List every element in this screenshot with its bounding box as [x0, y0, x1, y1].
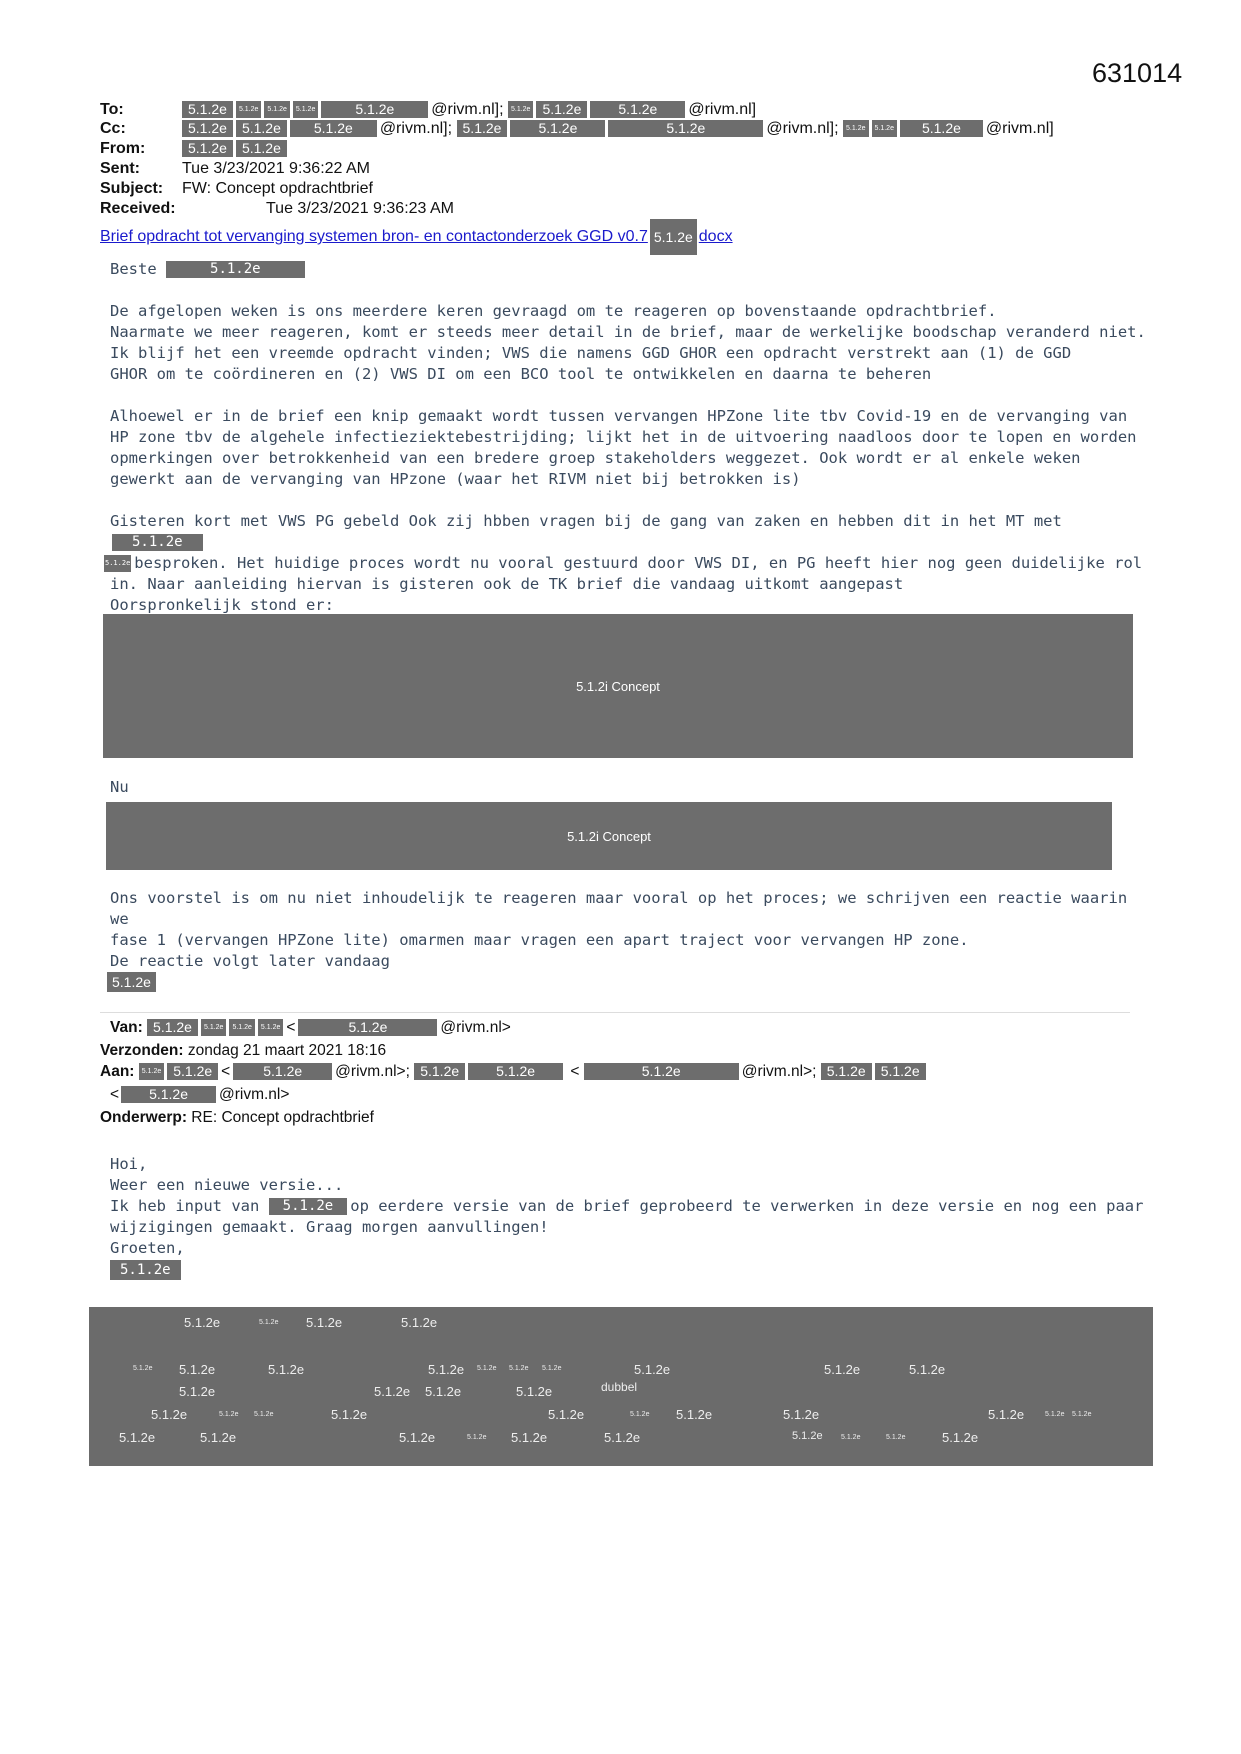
redaction: 5.1.2e — [321, 101, 428, 118]
redaction: 5.1.2e — [457, 120, 508, 137]
redaction-label: 5.1.2e — [259, 1319, 279, 1326]
redaction: 5.1.2e — [112, 534, 203, 551]
redaction: 5.1.2e — [258, 1019, 283, 1036]
redaction-label: 5.1.2e — [425, 1384, 462, 1399]
redaction-label: 5.1.2e — [306, 1315, 343, 1330]
verzonden-row — [100, 1040, 386, 1061]
redaction: 5.1.2e — [900, 120, 983, 137]
subject-label: Subject: — [100, 180, 164, 197]
onderwerp-value: RE: Concept opdrachtbrief — [191, 1109, 374, 1126]
redaction-label: 5.1.2e — [792, 1430, 823, 1442]
redaction-label: 5.1.2e — [184, 1315, 221, 1330]
paragraph-3-line-1: Gisteren kort met VWS PG gebeld Ook zij hbben vragen bij de gang van zaken en hebben dit in het MT met — [110, 512, 1062, 530]
redaction: 5.1.2e — [590, 101, 685, 118]
redaction: 5.1.2e — [233, 1063, 332, 1080]
email-domain: @rivm.nl]; — [431, 101, 504, 118]
redaction-label: 5.1.2e — [179, 1384, 216, 1399]
redaction: 5.1.2e — [182, 101, 233, 118]
email-domain: @rivm.nl>; — [335, 1063, 410, 1080]
redaction: 5.1.2e — [510, 120, 605, 137]
document-number: 631014 — [1092, 58, 1183, 88]
body-line-2b: op eerdere versie van de brief geprobeerd te verwerken in deze versie en nog een paar — [350, 1197, 1144, 1215]
email-domain: @rivm.nl] — [688, 101, 757, 118]
redaction: 5.1.2e — [414, 1063, 465, 1080]
redaction-label: 5.1.2e — [1072, 1411, 1092, 1418]
redaction: 5.1.2e — [468, 1063, 563, 1080]
redaction-label: 5.1.2e — [119, 1430, 156, 1445]
redaction: 5.1.2e — [293, 101, 318, 118]
now-label: Nu — [110, 778, 129, 796]
separator — [100, 1012, 1130, 1013]
redaction-label: 5.1.2e — [942, 1430, 979, 1445]
redaction: 5.1.2e — [269, 1198, 348, 1215]
verzonden-label: Verzonden: — [100, 1042, 184, 1059]
from-label: From: — [100, 140, 146, 157]
email-domain: @rivm.nl>; — [741, 1063, 817, 1080]
body-line-3: wijzigingen gemaakt. Graag morgen aanvullingen! — [110, 1218, 549, 1236]
email-domain: @rivm.nl] — [985, 120, 1054, 137]
body-line-2a: Ik heb input van — [110, 1197, 260, 1215]
van-row: Van: 5.1.2e 5.1.2e 5.1.2e 5.1.2e < 5.1.2e @rivm.nl> — [110, 1019, 511, 1036]
redaction-label: 5.1.2e — [841, 1434, 861, 1441]
attachment-row[interactable] — [100, 219, 733, 255]
sent-label: Sent: — [100, 160, 140, 177]
redaction-label: 5.1.2e — [477, 1365, 497, 1372]
redaction-label: 5.1.2e — [634, 1362, 671, 1377]
redaction-label: 5.1.2e — [516, 1384, 553, 1399]
verzonden-value: zondag 21 maart 2021 18:16 — [187, 1042, 387, 1059]
email-domain: @rivm.nl> — [219, 1086, 290, 1103]
redaction: 5.1.2e — [508, 101, 533, 118]
redaction-label: 5.1.2e — [179, 1362, 216, 1377]
redaction-label: 5.1.2e — [399, 1430, 436, 1445]
signature-redaction — [107, 972, 159, 992]
redaction: 5.1.2e — [104, 555, 131, 572]
redaction: 5.1.2e — [147, 1019, 198, 1036]
attachment-link[interactable]: Brief opdracht tot vervanging systemen bron- en contactonderzoek GGD v0.7 — [100, 228, 648, 246]
redaction-label: 5.1.2i Concept — [576, 678, 660, 694]
redaction: 5.1.2e — [650, 219, 697, 255]
subject-value: FW: Concept opdrachtbrief — [182, 180, 373, 197]
redaction-label: 5.1.2e — [548, 1407, 585, 1422]
paragraph-1: De afgelopen weken is ons meerdere keren gevraagd om te reageren op bovenstaande opdrachtbrief. Naarmate we meer reageren, komt er steeds meer detail in de brief, maar de werkelijke boodschap veranderd niet. Ik blijf het een vreemde opdracht vinden; VWS die namens GGD GHOR een opdracht verstrekt aan (1) de GGD GHOR om te coördineren en (2) VWS DI om een BCO tool te ontwikkelen en daarna te beheren — [110, 302, 1146, 383]
redaction-label: 5.1.2e — [374, 1384, 411, 1399]
redaction: 5.1.2e — [121, 1086, 216, 1103]
redaction: 5.1.2e — [236, 101, 261, 118]
redaction: 5.1.2e — [182, 140, 233, 157]
redacted-concept-original — [103, 614, 1133, 758]
redaction-label: 5.1.2e — [401, 1315, 438, 1330]
aan-row-2: < 5.1.2e @rivm.nl> — [110, 1086, 290, 1103]
cc-label: Cc: — [100, 120, 126, 137]
redaction-label: 5.1.2e — [219, 1411, 239, 1418]
paragraph-3-line-2: besproken. Het huidige proces wordt nu vooral gestuurd door VWS DI, en PG heeft hier nog geen duidelijke rol — [134, 554, 1143, 572]
redaction-label: 5.1.2e — [542, 1365, 562, 1372]
email2-body — [110, 1154, 1150, 1280]
redaction: 5.1.2e — [298, 1019, 437, 1036]
redaction-label: 5.1.2e — [509, 1365, 529, 1372]
redaction-label: 5.1.2e — [467, 1434, 487, 1441]
redaction-label: 5.1.2e — [630, 1411, 650, 1418]
email-domain: @rivm.nl> — [440, 1019, 511, 1036]
redaction-label: 5.1.2e — [200, 1430, 237, 1445]
redaction: 5.1.2e — [875, 1063, 926, 1080]
redaction: 5.1.2e — [107, 972, 156, 992]
aan-row: Aan: 5.1.2e 5.1.2e < 5.1.2e @rivm.nl>; 5.1.2e 5.1.2e < 5.1.2e @rivm.nl>; 5.1.2e 5.1.2e — [100, 1061, 929, 1082]
to-label: To: — [100, 101, 124, 118]
cc-row — [100, 119, 1054, 139]
redaction-label: 5.1.2e — [133, 1365, 153, 1372]
redacted-signature-block — [89, 1307, 1153, 1466]
redaction: 5.1.2e — [608, 120, 763, 137]
to-row — [100, 100, 756, 120]
redaction-label: 5.1.2e — [988, 1407, 1025, 1422]
redaction: 5.1.2e — [236, 140, 287, 157]
received-row — [100, 199, 454, 219]
redaction: 5.1.2e — [167, 1063, 218, 1080]
sent-value: Tue 3/23/2021 9:36:22 AM — [182, 160, 370, 177]
greeting-row — [110, 259, 308, 280]
van-label: Van: — [110, 1019, 143, 1036]
redaction: 5.1.2e — [264, 101, 289, 118]
hoi: Hoi, — [110, 1155, 148, 1173]
redaction-label: 5.1.2e — [824, 1362, 861, 1377]
onderwerp-label: Onderwerp: — [100, 1109, 187, 1126]
redaction-label: 5.1.2e — [886, 1434, 906, 1441]
dubbel-word: dubbel — [601, 1380, 638, 1394]
paragraph-4: Ons voorstel is om nu niet inhoudelijk te reageren maar vooral op het proces; we schrijven een reactie waarin we fase 1 (vervangen HPZone lite) omarmen maar vragen een apart traject voor vervangen HP zone. De reactie volgt later vandaag — [110, 889, 1128, 970]
redaction-label: 5.1.2e — [268, 1362, 305, 1377]
received-value: Tue 3/23/2021 9:36:23 AM — [266, 200, 454, 217]
redaction-label: 5.1.2e — [331, 1407, 368, 1422]
email-domain: @rivm.nl]; — [379, 120, 453, 137]
paragraph-3 — [105, 511, 1150, 595]
redaction: 5.1.2e — [201, 1019, 226, 1036]
onderwerp-row — [100, 1107, 374, 1128]
from-row — [100, 139, 290, 159]
email-domain: @rivm.nl]; — [766, 120, 839, 137]
redaction-label: 5.1.2i Concept — [567, 828, 651, 844]
redaction-label: 5.1.2e — [783, 1407, 820, 1422]
subject-row — [100, 179, 373, 199]
sent-row — [100, 159, 370, 179]
redaction: 5.1.2e — [821, 1063, 872, 1080]
redaction-label: 5.1.2e — [676, 1407, 713, 1422]
aan-label: Aan: — [100, 1063, 135, 1080]
redaction: 5.1.2e — [584, 1063, 739, 1080]
redaction-label: 5.1.2e — [254, 1411, 274, 1418]
redaction: 5.1.2e — [110, 1260, 181, 1280]
redaction: 5.1.2e — [872, 120, 897, 137]
redaction: 5.1.2e — [166, 261, 305, 278]
redaction: 5.1.2e — [536, 101, 587, 118]
original-label: Oorspronkelijk stond er: — [110, 596, 334, 614]
body-line-1: Weer een nieuwe versie... — [110, 1176, 344, 1194]
redacted-concept-now — [106, 802, 1112, 870]
paragraph-2: Alhoewel er in de brief een knip gemaakt wordt tussen vervangen HPZone lite tbv Covid-19 en de vervanging van HP zone tbv de algehele infectieziektebestrijding; lijkt het in de uitvoering naadloos door te lopen en worden opmerkingen over betrokkenheid van een bredere groep stakeholders weggezet. Ook wordt er al enkele weken gewerkt aan de vervanging van HPzone (waar het RIVM niet bij betrokken is) — [110, 407, 1137, 488]
redaction: 5.1.2e — [290, 120, 377, 137]
received-label: Received: — [100, 200, 176, 217]
redaction-label: 5.1.2e — [1045, 1411, 1065, 1418]
redaction-label: 5.1.2e — [151, 1407, 188, 1422]
redaction: 5.1.2e — [229, 1019, 254, 1036]
paragraph-3-line-3: in. Naar aanleiding hiervan is gisteren ook de TK brief die vandaag uitkomt aangepast — [110, 575, 904, 593]
redaction-label: 5.1.2e — [604, 1430, 641, 1445]
attachment-extension[interactable]: docx — [698, 228, 733, 246]
redaction: 5.1.2e — [182, 120, 233, 137]
redaction: 5.1.2e — [236, 120, 287, 137]
redaction: 5.1.2e — [139, 1063, 164, 1080]
redaction: 5.1.2e — [843, 120, 868, 137]
redaction-label: 5.1.2e — [428, 1362, 465, 1377]
redaction-label: 5.1.2e — [511, 1430, 548, 1445]
greeting: Beste — [110, 260, 157, 278]
redaction-label: 5.1.2e — [909, 1362, 946, 1377]
groeten: Groeten, — [110, 1239, 185, 1257]
